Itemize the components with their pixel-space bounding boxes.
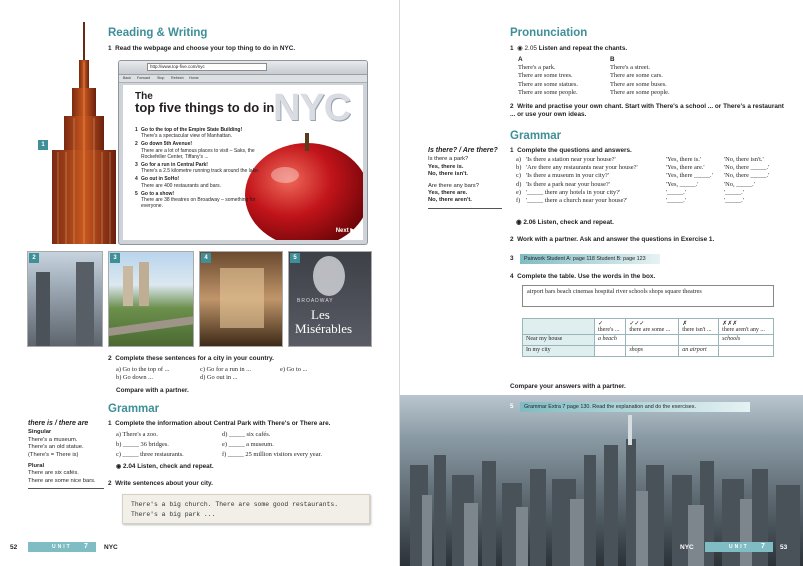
pairwork-band: Pairwork Student A: page 118 Student B: page 123 <box>520 254 660 264</box>
reading-writing-heading: Reading & Writing <box>108 27 208 39</box>
pronunciation-heading: Pronunciation <box>510 27 588 39</box>
grammar-right-ex-2: 2 Work with a partner. Ask and answer the questions in Exercise 1. <box>510 236 715 243</box>
g1-item-f: f) _____ 25 million visitors every year. <box>222 451 322 458</box>
right-page <box>399 0 803 566</box>
photo-tag-4: 4 <box>201 253 211 263</box>
grammar-ex-1: 1 Complete the information about Central Park with There's or There are. <box>108 420 331 427</box>
qa-table <box>516 156 769 205</box>
webpage-title-line2: top five things to do in <box>135 100 275 115</box>
g1-item-d: d) _____ six cafés. <box>222 431 271 438</box>
grammar-heading-left: Grammar <box>108 403 160 415</box>
unit-band-left: UNIT 7 <box>28 542 96 552</box>
chant-b: B There's a street. There are some cars. There are some buses. There are some people. <box>610 56 670 96</box>
grammar-right-ex-3-num: 3 <box>510 255 514 262</box>
list-item: 5 Go to a show! There are 38 theatres on Broadway – something for everyone. <box>135 190 256 210</box>
g1-item-a: a) There's a zoo. <box>116 431 158 438</box>
forward-button[interactable]: Forward <box>137 76 151 80</box>
pron-ex-1: 1 ◉ 2.05 Listen and repeat the chants. <box>510 45 628 52</box>
les-mis-title-line2: Misérables <box>295 321 353 336</box>
exercise-2: 2 Complete these sentences for a city in your country. <box>108 355 274 362</box>
table-row: e) '_____ there any hotels in your city?' '_____.' '_____.' <box>516 188 744 196</box>
webpage-city: NYC <box>273 87 351 129</box>
is-there-are-there-box: Is there? / Are there? Is there a park? Yes, there is. No, there isn't. Are there any bars? Yes, there are. No, there aren't. <box>428 147 502 209</box>
g1-item-e: e) _____ a museum. <box>222 441 274 448</box>
grammar-right-ex-4: 4 Complete the table. Use the words in the box. <box>510 273 656 280</box>
chant-a: A There's a park. There are some trees. There are some statues. There are some people. <box>518 56 578 96</box>
ex2-item-b: b) Go down ... <box>116 374 153 381</box>
photo-tag-5: 5 <box>290 253 300 263</box>
table-row: ✓ there's ... ✓✓✓ there are some ... ✗ there isn't ... ✗✗✗ there aren't any ... <box>523 319 774 335</box>
back-button[interactable]: Back <box>123 76 131 80</box>
photo-tag-3: 3 <box>110 253 120 263</box>
left-page <box>0 0 399 566</box>
ex2-item-c: c) Go for a run in ... <box>200 366 251 373</box>
grammar-extra-band: Grammar Extra 7 page 130. Read the explanation and do the exercises. <box>520 402 750 412</box>
photo-fifth-avenue <box>27 251 103 347</box>
audio-cd-icon[interactable]: ◉ <box>517 45 523 52</box>
word-box: airport bars beach cinemas hospital river schools shops square theatres <box>522 285 774 307</box>
manhattan-aerial-photo <box>400 395 803 566</box>
table-row: Near my house a beach schools <box>523 335 774 346</box>
complete-table <box>522 318 774 357</box>
audio-cd-icon[interactable]: ◉ <box>116 464 122 470</box>
les-mis-title-line1: Les <box>311 307 330 322</box>
grammar-right-ex-5-num: 5 <box>510 403 514 410</box>
exercise-number: 1 <box>108 45 112 52</box>
browser-toolbar <box>119 75 367 83</box>
empire-state-building-photo <box>30 22 130 244</box>
ex2-item-e: e) Go to ... <box>280 366 308 373</box>
stop-button[interactable]: Stop <box>157 76 165 80</box>
ex2-item-d: d) Go out in ... <box>200 374 238 381</box>
table-row: In my city shops an airport <box>523 346 774 357</box>
list-item: 2 Go down 5th Avenue! There are a lot of famous places to visit – Saks, the Rockefeller Center, Tiffany's ... <box>135 141 255 160</box>
grammar-ex-2: 2 Write sentences about your city. <box>108 480 213 487</box>
handwriting-example: There's a big church. There are some good restaurants. There's a big park ... <box>122 494 370 524</box>
broadway-sign: BROADWAY <box>297 298 334 304</box>
webpage-title-line1: The <box>135 91 153 102</box>
list-item: 3 Go for a run in Central Park! There's a 2.5 kilometre running track around the lake. <box>135 162 260 175</box>
table-row: d) 'Is there a park near your house?' 'Yes, _____.' 'No, _____.' <box>516 180 755 188</box>
photo-central-park <box>108 251 194 347</box>
ex2-item-a: a) Go to the top of ... <box>116 366 170 373</box>
list-item: 1 Go to the top of the Empire State Building! There's a spectacular view of Manhattan. <box>135 127 243 140</box>
address-bar[interactable]: http://www.top-five.com/nyc <box>147 63 267 71</box>
there-is-there-are-box: there is / there are Singular There's a museum. There's an old statue. (There's = There is) Plural There are six cafés. There are some nice bars. <box>28 420 104 489</box>
g1-listen: ◉ 2.04 Listen, check and repeat. <box>116 463 214 470</box>
unit-name-right: NYC <box>680 544 694 551</box>
page-number-right: 53 <box>780 544 788 551</box>
refresh-button[interactable]: Refresh <box>171 76 184 80</box>
grammar-heading-right: Grammar <box>510 130 562 142</box>
photo-soho-restaurant <box>199 251 283 347</box>
exercise-1-instruction <box>108 45 378 53</box>
table-row: f) '_____ there a church near your house?' '_____.' '_____.' <box>516 197 744 205</box>
table-row: a) 'Is there a station near your house?' 'Yes, there is.' 'No, there isn't.' <box>516 156 764 163</box>
table-row: b) 'Are there any restaurants near your house?' 'Yes, there are.' 'No, there _____.' <box>516 164 770 172</box>
unit-name-left: NYC <box>104 544 118 551</box>
photo-broadway-show <box>288 251 372 347</box>
compare-right: Compare your answers with a partner. <box>510 383 626 390</box>
top-five-list <box>135 127 265 211</box>
ex2-compare: Compare with a partner. <box>116 387 189 394</box>
photo-tag-2: 2 <box>29 253 39 263</box>
list-item: 4 Go out in SoHo! There are 400 restaurants and bars. <box>135 176 222 189</box>
browser-titlebar <box>119 61 367 75</box>
browser-window <box>118 60 368 245</box>
next-button[interactable]: Next ▶ <box>335 228 355 234</box>
g1-item-c: c) _____ three restaurants. <box>116 451 184 458</box>
g1-listen-right: ◉ 2.06 Listen, check and repeat. <box>516 219 614 226</box>
page-number-left: 52 <box>10 544 18 551</box>
audio-cd-icon[interactable]: ◉ <box>516 219 522 226</box>
photo-tag-1: 1 <box>38 140 48 150</box>
pron-ex-2: 2 Write and practise your own chant. Start with There's a school ... or There's a restaurant ... or use your own ideas. <box>510 103 784 119</box>
g1-item-b: b) _____ 36 bridges. <box>116 441 169 448</box>
webpage-content <box>123 85 363 240</box>
table-row: c) 'Is there a museum in your city?' 'Yes, there _____.' 'No, there _____.' <box>516 172 770 180</box>
unit-band-right: UNIT 7 <box>705 542 773 552</box>
home-button[interactable]: Home <box>189 76 199 80</box>
exercise-text: Read the webpage and choose your top thing to do in NYC. <box>115 45 296 52</box>
grammar-right-ex-1: 1 Complete the questions and answers. <box>510 147 632 154</box>
